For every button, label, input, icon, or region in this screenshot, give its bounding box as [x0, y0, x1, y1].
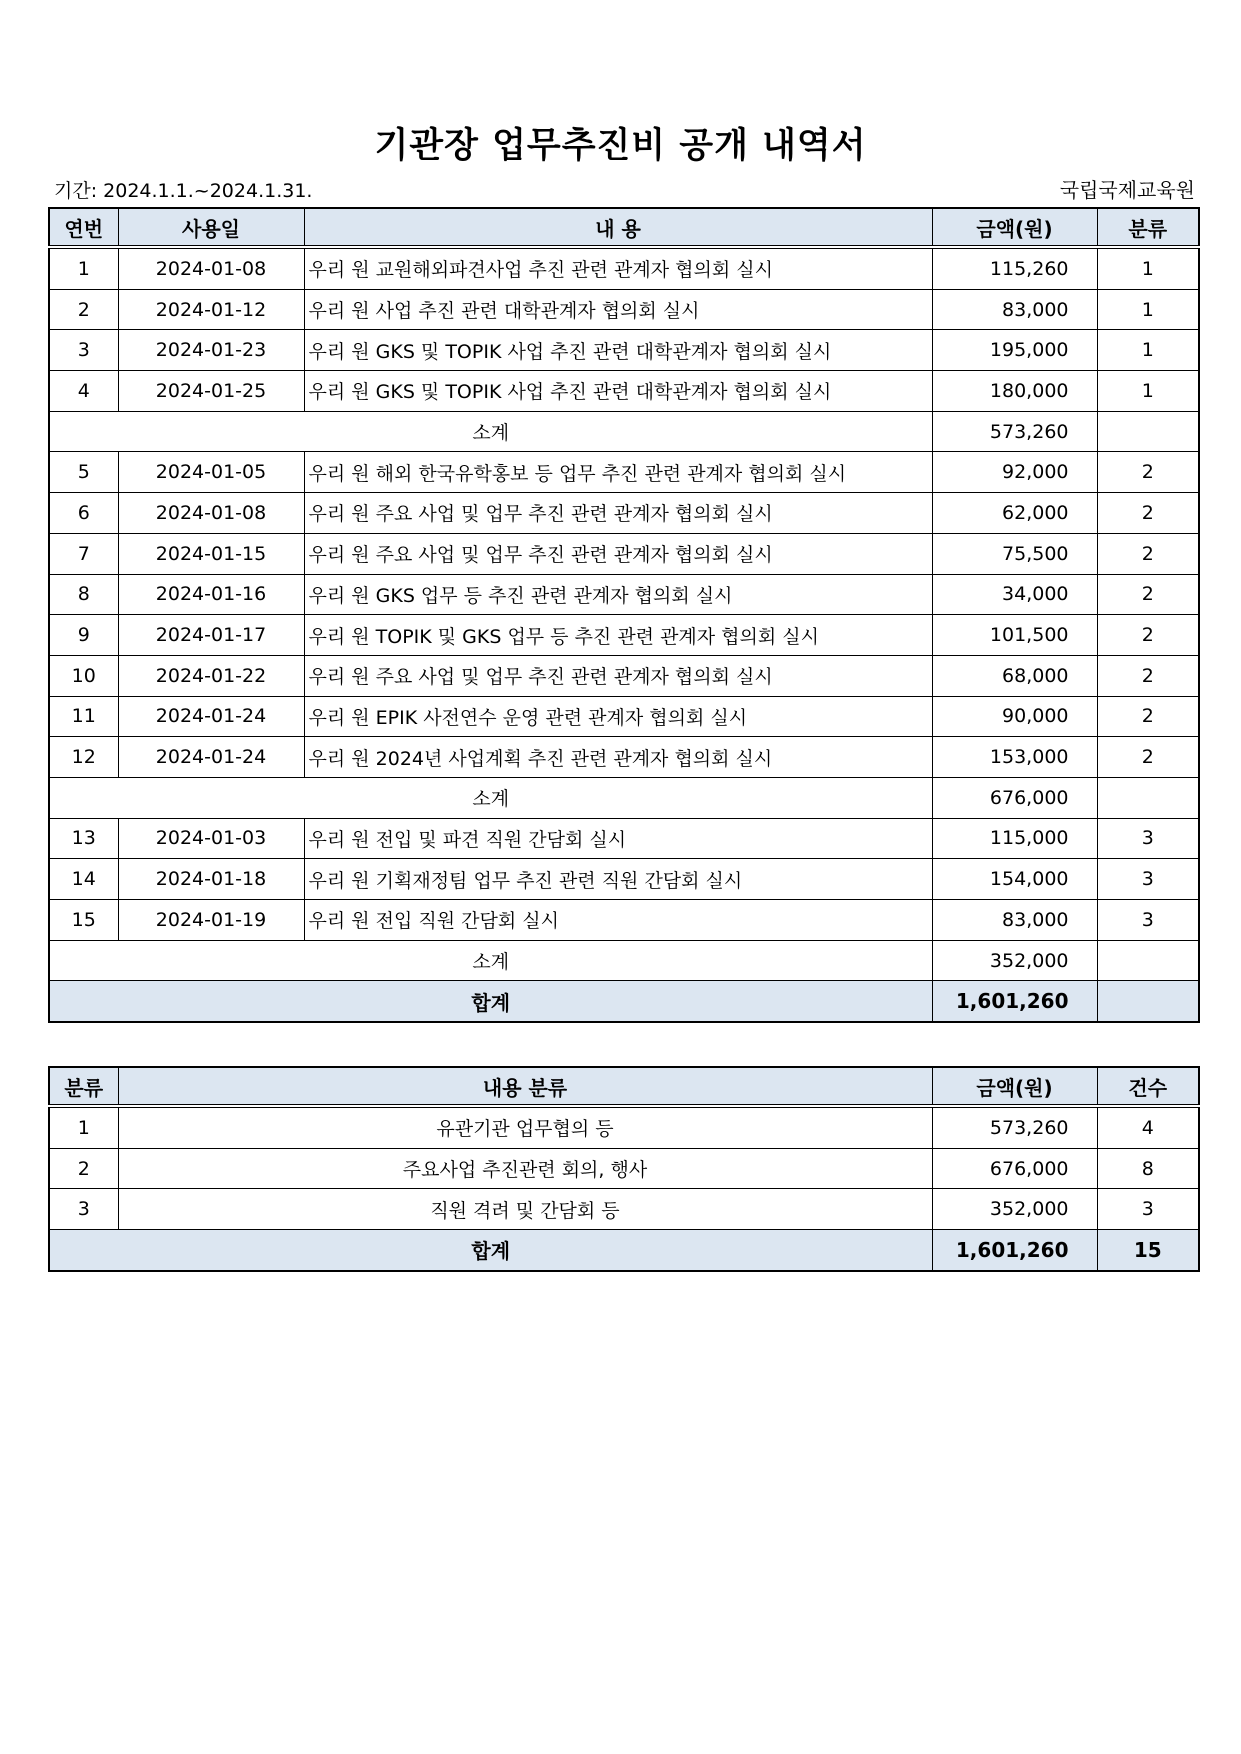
row-category: 1	[1097, 247, 1199, 289]
table-header-row	[49, 208, 1199, 247]
row-number: 10	[49, 655, 118, 696]
row-date: 2024-01-22	[118, 655, 304, 696]
row-category: 2	[1097, 655, 1199, 696]
row-date: 2024-01-08	[118, 493, 304, 534]
row-category: 3	[1097, 818, 1199, 859]
row-category: 2	[1097, 533, 1199, 574]
summary-description: 유관기관 업무협의 등	[118, 1106, 932, 1148]
row-amount: 115,260	[932, 247, 1097, 289]
column-header: 금액(원)	[932, 1067, 1097, 1106]
row-category: 2	[1097, 615, 1199, 656]
row-number: 2	[49, 289, 118, 330]
row-category: 2	[1097, 737, 1199, 778]
table-row	[49, 533, 1199, 574]
table-row	[49, 737, 1199, 778]
row-description: 우리 원 주요 사업 및 업무 추진 관련 관계자 협의회 실시	[304, 655, 932, 696]
row-amount: 101,500	[932, 615, 1097, 656]
summary-total-amount: 1,601,260	[932, 1230, 1097, 1271]
row-amount: 153,000	[932, 737, 1097, 778]
row-number: 8	[49, 574, 118, 615]
row-date: 2024-01-15	[118, 533, 304, 574]
table-row	[49, 493, 1199, 534]
row-description: 우리 원 전입 직원 간담회 실시	[304, 900, 932, 941]
row-date: 2024-01-05	[118, 452, 304, 493]
table-row	[49, 655, 1199, 696]
column-header: 건수	[1097, 1067, 1199, 1106]
summary-amount: 573,260	[932, 1106, 1097, 1148]
summary-total-count: 15	[1097, 1230, 1199, 1271]
subtotal-label: 소계	[49, 777, 932, 818]
expense-table	[48, 207, 1200, 1023]
row-date: 2024-01-25	[118, 371, 304, 412]
summary-count: 4	[1097, 1106, 1199, 1148]
column-header: 내 용	[304, 208, 932, 247]
row-category: 3	[1097, 900, 1199, 941]
row-description: 우리 원 해외 한국유학홍보 등 업무 추진 관련 관계자 협의회 실시	[304, 452, 932, 493]
summary-description: 직원 격려 및 간담회 등	[118, 1189, 932, 1230]
row-category: 2	[1097, 574, 1199, 615]
summary-header-row	[49, 1067, 1199, 1106]
table-row	[49, 371, 1199, 412]
table-row	[49, 615, 1199, 656]
subtotal-empty	[1097, 411, 1199, 452]
summary-amount: 676,000	[932, 1148, 1097, 1189]
row-date: 2024-01-08	[118, 247, 304, 289]
table-row	[49, 859, 1199, 900]
row-date: 2024-01-23	[118, 330, 304, 371]
row-amount: 34,000	[932, 574, 1097, 615]
page-title: 기관장 업무추진비 공개 내역서	[374, 126, 867, 166]
organization-label: 국립국제교육원	[1059, 178, 1195, 202]
table-row	[49, 696, 1199, 737]
row-number: 5	[49, 452, 118, 493]
row-number: 9	[49, 615, 118, 656]
row-date: 2024-01-19	[118, 900, 304, 941]
row-description: 우리 원 2024년 사업계획 추진 관련 관계자 협의회 실시	[304, 737, 932, 778]
row-amount: 195,000	[932, 330, 1097, 371]
row-amount: 154,000	[932, 859, 1097, 900]
row-description: 우리 원 전입 및 파견 직원 간담회 실시	[304, 818, 932, 859]
summary-category: 3	[49, 1189, 118, 1230]
row-description: 우리 원 교원해외파견사업 추진 관련 관계자 협의회 실시	[304, 247, 932, 289]
summary-total-row	[49, 1230, 1199, 1271]
column-header: 분류	[1097, 208, 1199, 247]
row-category: 2	[1097, 696, 1199, 737]
row-number: 14	[49, 859, 118, 900]
subtotal-empty	[1097, 940, 1199, 981]
subtotal-row	[49, 777, 1199, 818]
total-label: 합계	[49, 981, 932, 1022]
row-date: 2024-01-24	[118, 737, 304, 778]
row-number: 1	[49, 247, 118, 289]
period-label: 기간: 2024.1.1.~2024.1.31.	[54, 180, 313, 202]
row-category: 3	[1097, 859, 1199, 900]
row-number: 13	[49, 818, 118, 859]
table-row	[49, 289, 1199, 330]
row-description: 우리 원 EPIK 사전연수 운영 관련 관계자 협의회 실시	[304, 696, 932, 737]
row-description: 우리 원 GKS 및 TOPIK 사업 추진 관련 대학관계자 협의회 실시	[304, 371, 932, 412]
total-row	[49, 981, 1199, 1022]
subtotal-label: 소계	[49, 411, 932, 452]
table-row	[49, 247, 1199, 289]
summary-category: 2	[49, 1148, 118, 1189]
row-amount: 92,000	[932, 452, 1097, 493]
summary-count: 8	[1097, 1148, 1199, 1189]
summary-total-label: 합계	[49, 1230, 932, 1271]
row-number: 15	[49, 900, 118, 941]
row-category: 2	[1097, 452, 1199, 493]
row-amount: 90,000	[932, 696, 1097, 737]
summary-row	[49, 1106, 1199, 1148]
table-row	[49, 452, 1199, 493]
row-description: 우리 원 사업 추진 관련 대학관계자 협의회 실시	[304, 289, 932, 330]
row-number: 3	[49, 330, 118, 371]
row-date: 2024-01-18	[118, 859, 304, 900]
subtotal-amount: 352,000	[932, 940, 1097, 981]
row-date: 2024-01-03	[118, 818, 304, 859]
row-description: 우리 원 주요 사업 및 업무 추진 관련 관계자 협의회 실시	[304, 533, 932, 574]
summary-row	[49, 1148, 1199, 1189]
table-row	[49, 900, 1199, 941]
column-header: 사용일	[118, 208, 304, 247]
row-date: 2024-01-12	[118, 289, 304, 330]
row-category: 2	[1097, 493, 1199, 534]
summary-description: 주요사업 추진관련 회의, 행사	[118, 1148, 932, 1189]
subtotal-amount: 573,260	[932, 411, 1097, 452]
row-number: 12	[49, 737, 118, 778]
table-row	[49, 330, 1199, 371]
table-row	[49, 574, 1199, 615]
summary-category: 1	[49, 1106, 118, 1148]
row-amount: 83,000	[932, 900, 1097, 941]
row-number: 11	[49, 696, 118, 737]
row-date: 2024-01-16	[118, 574, 304, 615]
row-description: 우리 원 GKS 업무 등 추진 관련 관계자 협의회 실시	[304, 574, 932, 615]
row-description: 우리 원 GKS 및 TOPIK 사업 추진 관련 대학관계자 협의회 실시	[304, 330, 932, 371]
total-empty	[1097, 981, 1199, 1022]
subtotal-amount: 676,000	[932, 777, 1097, 818]
summary-table	[48, 1066, 1200, 1272]
row-description: 우리 원 기획재정팀 업무 추진 관련 직원 간담회 실시	[304, 859, 932, 900]
total-amount: 1,601,260	[932, 981, 1097, 1022]
row-description: 우리 원 TOPIK 및 GKS 업무 등 추진 관련 관계자 협의회 실시	[304, 615, 932, 656]
row-amount: 62,000	[932, 493, 1097, 534]
row-date: 2024-01-24	[118, 696, 304, 737]
column-header: 내용 분류	[118, 1067, 932, 1106]
summary-row	[49, 1189, 1199, 1230]
row-date: 2024-01-17	[118, 615, 304, 656]
row-description: 우리 원 주요 사업 및 업무 추진 관련 관계자 협의회 실시	[304, 493, 932, 534]
subtotal-row	[49, 411, 1199, 452]
row-number: 6	[49, 493, 118, 534]
subtotal-row	[49, 940, 1199, 981]
row-amount: 68,000	[932, 655, 1097, 696]
row-category: 1	[1097, 330, 1199, 371]
subtotal-label: 소계	[49, 940, 932, 981]
row-amount: 180,000	[932, 371, 1097, 412]
row-category: 1	[1097, 289, 1199, 330]
subtotal-empty	[1097, 777, 1199, 818]
row-amount: 115,000	[932, 818, 1097, 859]
summary-amount: 352,000	[932, 1189, 1097, 1230]
row-category: 1	[1097, 371, 1199, 412]
row-number: 7	[49, 533, 118, 574]
table-row	[49, 818, 1199, 859]
column-header: 분류	[49, 1067, 118, 1106]
row-number: 4	[49, 371, 118, 412]
column-header: 금액(원)	[932, 208, 1097, 247]
summary-count: 3	[1097, 1189, 1199, 1230]
row-amount: 83,000	[932, 289, 1097, 330]
column-header: 연번	[49, 208, 118, 247]
row-amount: 75,500	[932, 533, 1097, 574]
